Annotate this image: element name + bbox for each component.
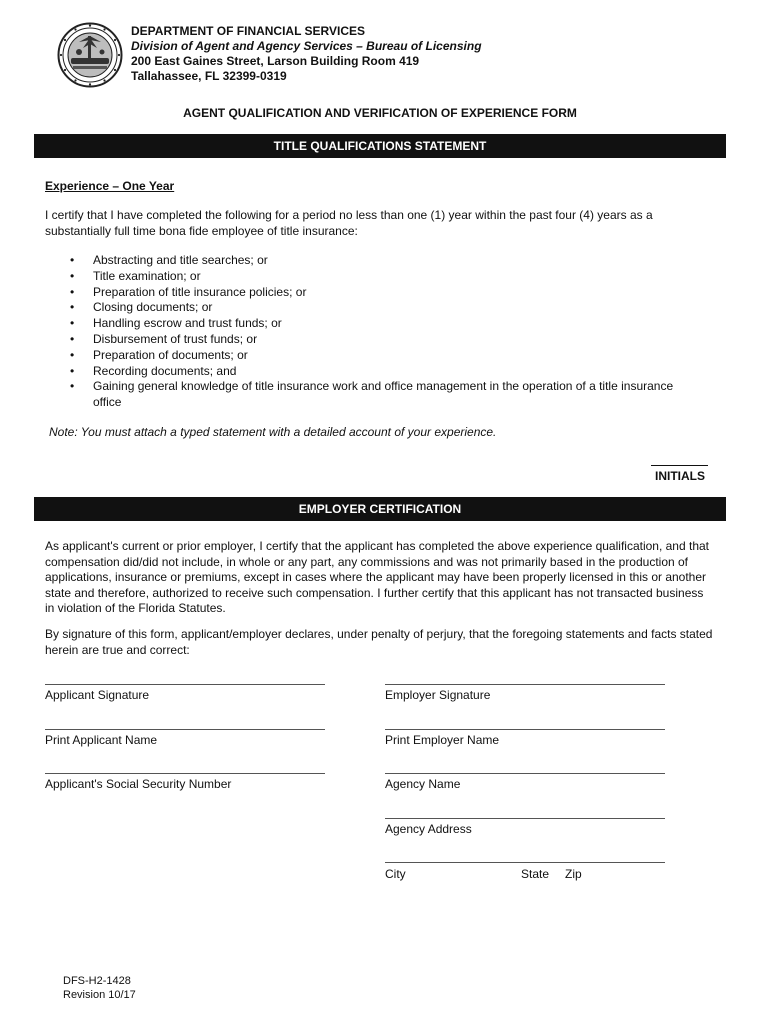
initials-field[interactable] — [651, 465, 708, 466]
agency-address-label: Agency Address — [385, 822, 472, 836]
applicant-ssn-field[interactable] — [45, 773, 325, 774]
list-item — [70, 316, 690, 332]
print-employer-name-field[interactable] — [385, 729, 665, 730]
section-bar-employer-certification: EMPLOYER CERTIFICATION — [34, 497, 726, 521]
division-name: Division of Agent and Agency Services – Bureau of Licensing — [131, 39, 482, 53]
florida-state-seal-icon — [57, 22, 123, 88]
section-bar-title-qualifications: TITLE QUALIFICATIONS STATEMENT — [34, 134, 726, 158]
initials-label: INITIALS — [655, 469, 705, 483]
print-employer-name-label: Print Employer Name — [385, 733, 500, 747]
form-footer — [63, 974, 136, 1002]
list-item-text: Closing documents; or — [93, 300, 213, 315]
list-item — [70, 285, 690, 301]
form-title: AGENT QUALIFICATION AND VERIFICATION OF EXPERIENCE FORM — [183, 106, 577, 120]
list-item — [70, 269, 690, 285]
qualification-list — [70, 253, 690, 411]
employer-signature-field[interactable] — [385, 684, 665, 685]
bullet-icon: • — [70, 300, 75, 315]
department-header — [131, 24, 482, 84]
list-item — [70, 300, 690, 316]
list-item — [70, 253, 690, 269]
certification-intro: I certify that I have completed the following for a period no less than one (1) year within the past four (4) years as a substantially full time bona fide employee of title insurance: — [45, 208, 653, 238]
print-applicant-name-field[interactable] — [45, 729, 325, 730]
zip-label: Zip — [565, 867, 582, 881]
bullet-icon: • — [70, 316, 75, 331]
department-city: Tallahassee, FL 32399-0319 — [131, 69, 287, 83]
bullet-icon: • — [70, 284, 75, 299]
experience-heading: Experience – One Year — [45, 179, 175, 193]
department-address: 200 East Gaines Street, Larson Building Room 419 — [131, 54, 420, 68]
list-item — [70, 379, 690, 411]
applicant-ssn-label: Applicant's Social Security Number — [45, 777, 232, 791]
list-item-text: Preparation of documents; or — [93, 347, 248, 362]
list-item-text: Preparation of title insurance policies; or — [93, 284, 307, 299]
bullet-icon: • — [70, 347, 75, 362]
form-revision: Revision 10/17 — [63, 989, 136, 1001]
employer-signature-label: Employer Signature — [385, 688, 491, 702]
employer-certification-text: As applicant's current or prior employer, I certify that the applicant has completed the above experience qualification, and that compensation did/did not include, in whole or any part, any commissions and was not primarily based in the production of applications, insurance or premiums, except in cases where the applicant may have been properly licensed in this or another state and therefore, authorized to receive such compensation. I further certify that this applicant has not transacted business in violation of the Florida Statutes. — [45, 539, 710, 615]
agency-name-field[interactable] — [385, 773, 665, 774]
applicant-signature-label: Applicant Signature — [45, 688, 150, 702]
bullet-icon: • — [70, 331, 75, 346]
state-label: State — [521, 867, 550, 881]
print-applicant-name-label: Print Applicant Name — [45, 733, 158, 747]
department-name: DEPARTMENT OF FINANCIAL SERVICES — [131, 24, 366, 38]
list-item-text: Title examination; or — [93, 268, 201, 283]
form-number: DFS-H2-1428 — [63, 975, 131, 987]
perjury-declaration-text: By signature of this form, applicant/employer declares, under penalty of perjury, that the foregoing statements and facts stated herein are true and correct: — [45, 627, 713, 657]
list-item-text: Abstracting and title searches; or — [93, 253, 268, 267]
list-item-text: Recording documents; and — [93, 363, 237, 378]
bullet-icon: • — [70, 253, 75, 267]
bullet-icon: • — [70, 379, 75, 394]
agency-address-field[interactable] — [385, 818, 665, 819]
list-item-text: Gaining general knowledge of title insurance work and office management in the operation of a title insurance office — [93, 379, 674, 410]
city-state-zip-field[interactable] — [385, 862, 665, 863]
list-item — [70, 348, 690, 364]
list-item — [70, 364, 690, 380]
city-label: City — [385, 867, 406, 881]
applicant-signature-field[interactable] — [45, 684, 325, 685]
attachment-note: Note: You must attach a typed statement with a detailed account of your experience. — [49, 425, 497, 439]
list-item-text: Handling escrow and trust funds; or — [93, 316, 282, 331]
list-item — [70, 332, 690, 348]
agency-name-label: Agency Name — [385, 777, 461, 791]
list-item-text: Disbursement of trust funds; or — [93, 331, 258, 346]
bullet-icon: • — [70, 268, 75, 283]
bullet-icon: • — [70, 363, 75, 378]
